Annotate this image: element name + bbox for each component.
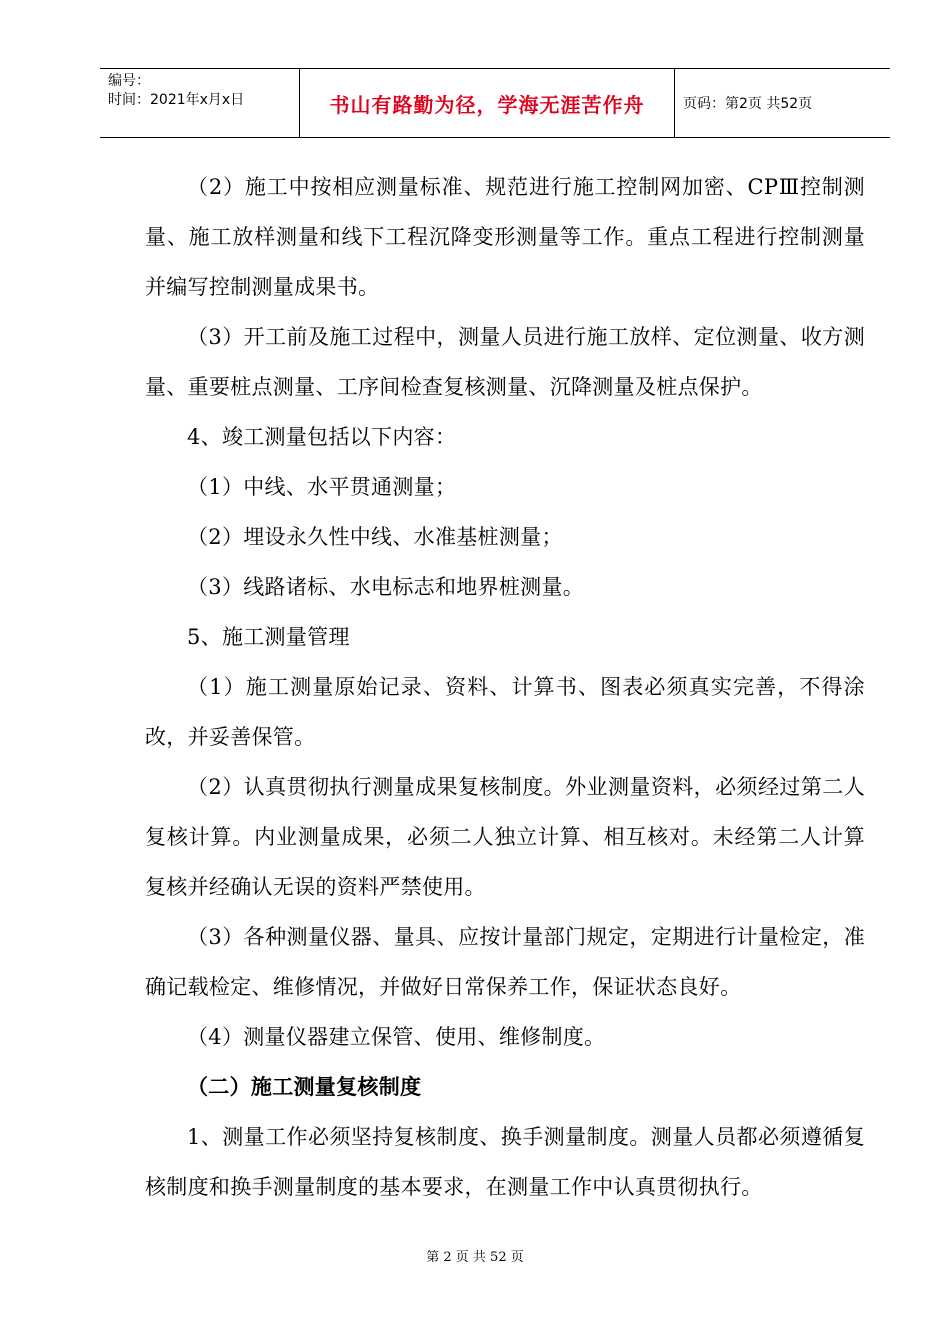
paragraph: （1）中线、水平贯通测量； <box>187 475 457 499</box>
page-header <box>100 68 890 138</box>
paragraph: （1）施工测量原始记录、资料、计算书、图表必须真实完善，不得涂改，并妥善保管。 <box>145 675 865 749</box>
document-body <box>145 162 865 1212</box>
header-motto: 书山有路勤为径，学海无涯苦作舟 <box>300 69 675 137</box>
document-number-label: 编号： <box>108 73 150 89</box>
paragraph: （4）测量仪器建立保管、使用、维修制度。 <box>187 1025 606 1049</box>
paragraph: （3）线路诸标、水电标志和地界桩测量。 <box>187 575 585 599</box>
paragraph: （2）施工中按相应测量标准、规范进行施工控制网加密、CPⅢ控制测量、施工放样测量和线下工程沉降变形测量等工作。重点工程进行控制测量并编写控制测量成果书。 <box>145 175 865 299</box>
paragraph: （2）认真贯彻执行测量成果复核制度。外业测量资料，必须经过第二人复核计算。内业测量成果，必须二人独立计算、相互核对。未经第二人计算复核并经确认无误的资料严禁使用。 <box>145 775 865 899</box>
header-page-code: 页码：第2页 共52页 <box>683 96 813 112</box>
paragraph: （2）埋设永久性中线、水准基桩测量； <box>187 525 563 549</box>
paragraph: 5、施工测量管理 <box>187 625 350 649</box>
document-time-label: 时间：2021年x月x日 <box>108 92 245 108</box>
paragraph: 4、竣工测量包括以下内容： <box>187 425 457 449</box>
section-heading: （二）施工测量复核制度 <box>187 1074 422 1099</box>
paragraph: 1、测量工作必须坚持复核制度、换手测量制度。测量人员都必须遵循复核制度和换手测量制度的基本要求，在测量工作中认真贯彻执行。 <box>145 1125 865 1199</box>
paragraph: （3）开工前及施工过程中，测量人员进行施工放样、定位测量、收方测量、重要桩点测量、工序间检查复核测量、沉降测量及桩点保护。 <box>145 325 865 399</box>
paragraph: （3）各种测量仪器、量具、应按计量部门规定，定期进行计量检定，准确记载检定、维修情况，并做好日常保养工作，保证状态良好。 <box>145 925 865 999</box>
header-meta <box>100 69 300 137</box>
page-footer: 第 2 页 共 52 页 <box>426 1250 524 1265</box>
